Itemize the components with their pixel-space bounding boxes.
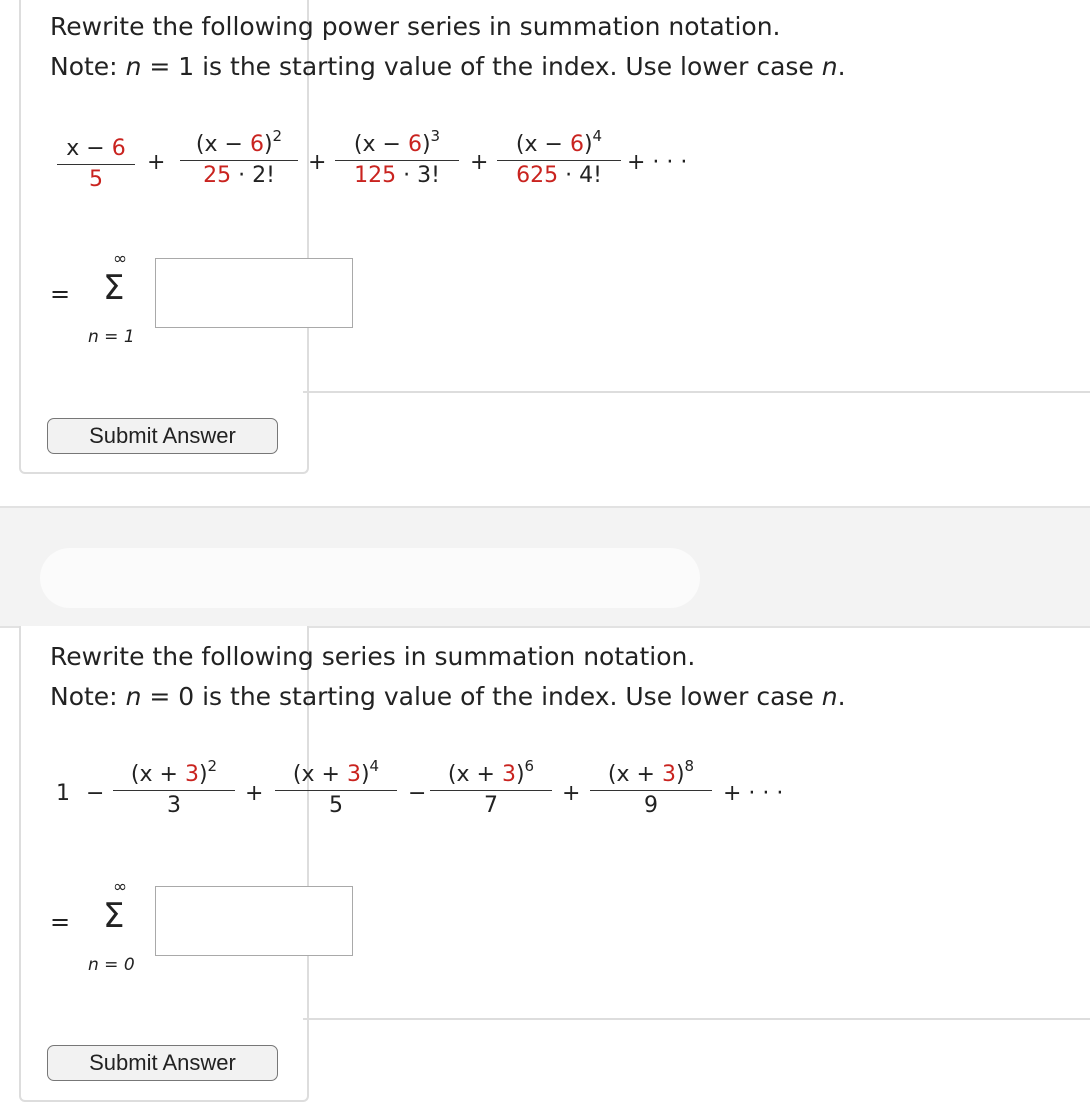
equals-sign: = (50, 908, 71, 936)
operator: + (308, 150, 327, 175)
note-1: Note: n = 1 is the starting value of the index. Use lower case n. (50, 52, 846, 81)
term-3: $\frac{(x - 6)^3}{125 \cdot 3!}$ (335, 132, 459, 188)
sigma-symbol: Σ (103, 268, 125, 308)
operator: − (408, 781, 427, 806)
divider (303, 391, 1090, 393)
redacted-region (0, 506, 1090, 628)
term-2: $\frac{(x + 3)^4}{5}$ (275, 762, 397, 818)
term-4: $\frac{(x + 3)^8}{9}$ (590, 762, 712, 818)
upper-limit: ∞ (113, 249, 128, 269)
term-4: $\frac{(x - 6)^4}{625 \cdot 4!}$ (497, 132, 621, 188)
term-3: $\frac{(x + 3)^6}{7}$ (430, 762, 552, 818)
operator: + (147, 150, 166, 175)
lower-limit: n = 1 (88, 327, 135, 347)
submit-answer-button-1[interactable]: Submit Answer (47, 418, 278, 454)
answer-input-1[interactable] (155, 258, 353, 328)
leading-term: 1 (56, 781, 70, 806)
term-2: $\frac{(x - 6)^2}{25 \cdot 2!}$ (180, 132, 298, 188)
term-1: $\frac{x - 6}{5}$ (57, 136, 135, 192)
redaction-smear (40, 548, 700, 608)
instruction-2: Rewrite the following series in summation notation. (50, 642, 696, 671)
operator: − (86, 781, 105, 806)
operator: + (245, 781, 264, 806)
operator: + (562, 781, 581, 806)
operator: + · · · (627, 150, 688, 175)
note-2: Note: n = 0 is the starting value of the index. Use lower case n. (50, 682, 846, 711)
operator: + (470, 150, 489, 175)
term-1: $\frac{(x + 3)^2}{3}$ (113, 762, 235, 818)
instruction-1: Rewrite the following power series in summation notation. (50, 12, 781, 41)
equals-sign: = (50, 280, 71, 308)
upper-limit: ∞ (113, 877, 128, 897)
submit-answer-button-2[interactable]: Submit Answer (47, 1045, 278, 1081)
operator: + · · · (723, 781, 784, 806)
lower-limit: n = 0 (88, 955, 135, 975)
divider (303, 1018, 1090, 1020)
sigma-symbol: Σ (103, 896, 125, 936)
answer-input-2[interactable] (155, 886, 353, 956)
